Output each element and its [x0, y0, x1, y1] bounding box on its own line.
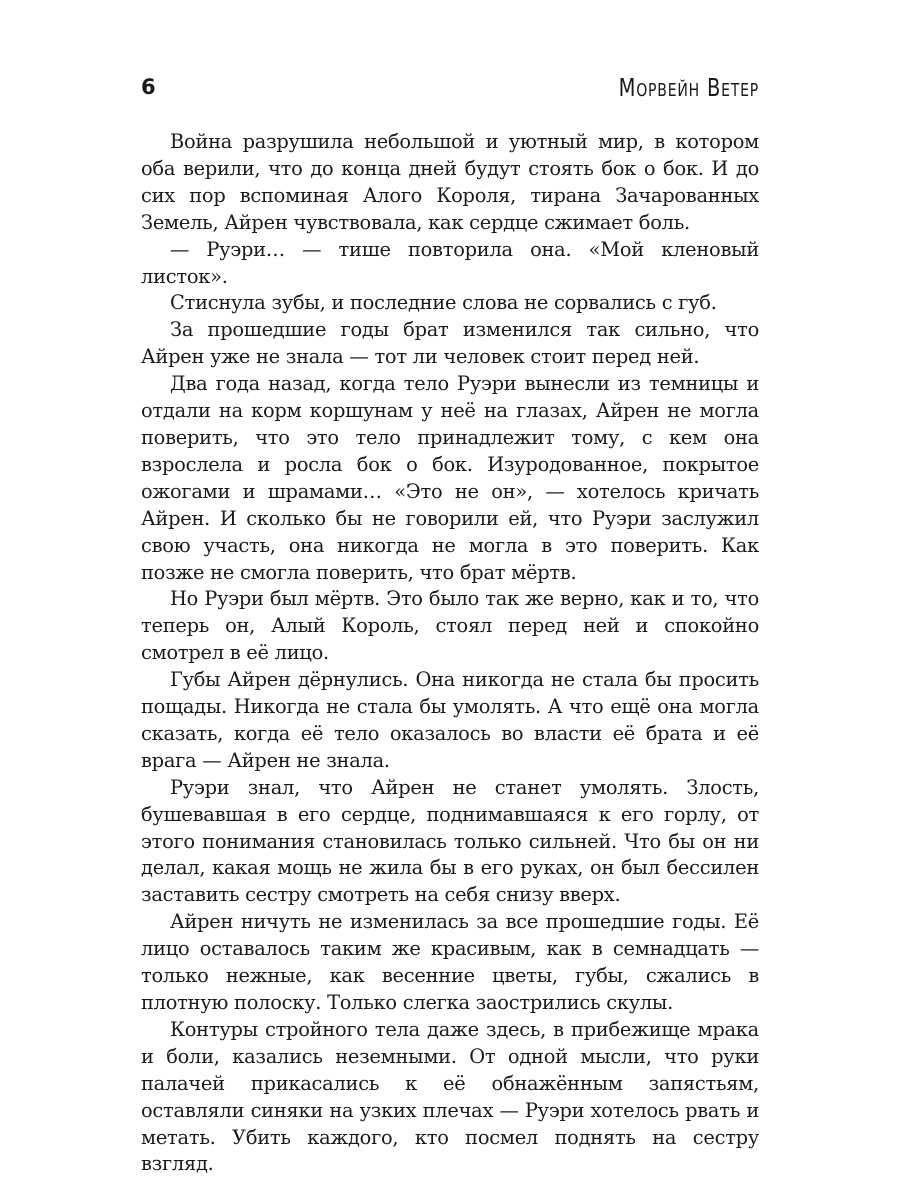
paragraph: За прошедшие годы брат изменился так сильно, что Айрен уже не знала — тот ли человек стоит перед ней.: [141, 318, 759, 369]
paragraph: Стиснула зубы, и последние слова не сорвались с губ.: [170, 291, 717, 315]
paragraph: Но Руэри был мёртв. Это было так же верно, как и то, что теперь он, Алый Король, стоял перед ней и спокойно смотрел в её лицо.: [141, 587, 759, 665]
paragraph: Айрен ничуть не изменилась за все прошедшие годы. Её лицо оставалось таким же красивым, как в семнадцать — только нежные, как весенние цветы, губы, сжались в плотную полоску. Только слегка заострились скулы.: [141, 910, 759, 1014]
paragraph: Война разрушила небольшой и уютный мир, в котором оба верили, что до конца дней будут стоять бок о бок. И до сих пор вспоминая Алого Короля, тирана Зачарованных Земель, Айрен чувствовала, как сердце сжимает боль.: [141, 130, 759, 234]
running-title: Морвейн Ветер: [618, 73, 759, 102]
paragraph: Два года назад, когда тело Руэри вынесли из темницы и отдали на корм коршунам у неё на глазах, Айрен не могла поверить, что это тело принадлежит тому, с кем она взрослела и росла бок о бок. Изуродованное, покрытое ожогами и шрамами… «Это не он», — хотелось кричать Айрен. И сколько бы не говорили ей, что Руэри заслужил свою участь, она никогда не могла в это поверить. Как позже не смогла поверить, что брат мёртв.: [141, 372, 759, 584]
paragraph: — Руэри… — тише повторила она. «Мой кленовый листок».: [141, 237, 759, 288]
paragraph: Контуры стройного тела даже здесь, в прибежище мрака и боли, казались неземными. От одной мысли, что руки палачей прикасались к её обнажённым запястьям, оставляли синяки на узких плечах — Руэри хотелось рвать и метать. Убить каждого, кто посмел поднять на сестру взгляд.: [141, 1017, 759, 1176]
paragraph: Руэри знал, что Айрен не станет умолять. Злость, бушевавшая в его сердце, поднимавшаяся к его горлу, от этого понимания становилась только сильней. Что бы он ни делал, какая мощь не жила бы в его руках, он был бессилен заставить сестру смотреть на себя снизу вверх.: [141, 775, 759, 907]
page-number: 6: [141, 75, 157, 99]
page-header: [141, 75, 759, 109]
paragraph: Губы Айрен дёрнулись. Она никогда не стала бы просить пощады. Никогда не стала бы умолять. А что ещё она могла сказать, когда её тело оказалось во власти её брата и её врага — Айрен не знала.: [141, 668, 759, 772]
body-text: [141, 129, 759, 1178]
